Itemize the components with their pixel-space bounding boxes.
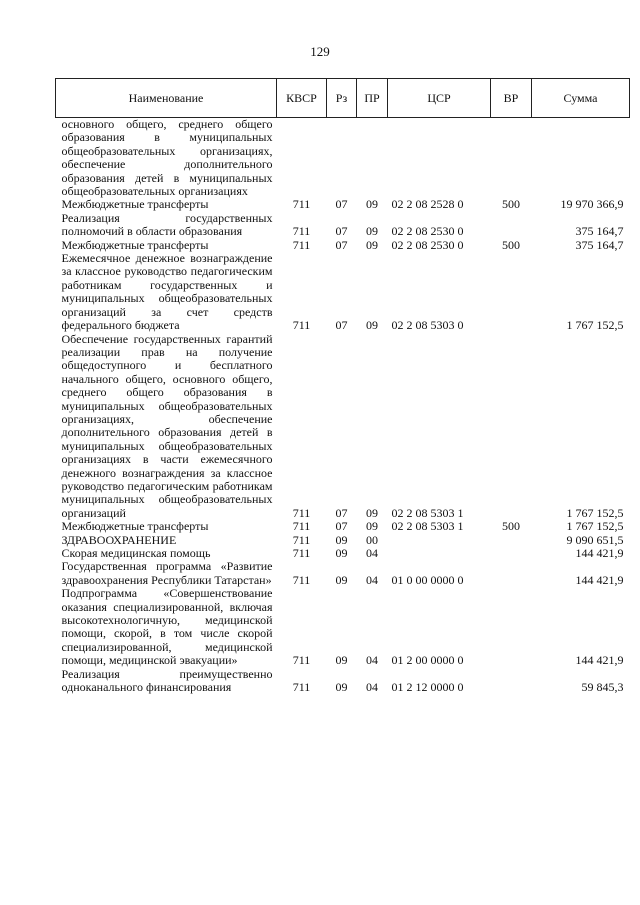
cell-csr: 02 2 08 2528 0 [391,197,464,212]
cell-kvsr: 711 [292,546,311,560]
cell-vr [491,534,532,547]
cell-kvsr: 711 [292,532,311,547]
cell-pr [357,118,388,199]
cell-pr: 09 [366,237,378,252]
cell-sum: 1 767 152,5 [566,318,624,333]
cell-rz: 07 [335,519,348,534]
cell-name: Межбюджетные трансферты [61,237,209,252]
cell-kvsr: 711 [292,653,311,668]
cell-sum: 144 421,9 [575,572,624,587]
cell-sum: 19 970 366,9 [560,197,624,212]
cell-vr [491,547,532,560]
cell-csr: 02 2 08 5303 1 [391,505,464,520]
table-row [56,520,630,533]
cell-kvsr: 711 [292,519,311,534]
cell-sum: 59 845,3 [581,680,624,695]
table-row [56,118,630,199]
cell-sum: 9 090 651,5 [566,532,624,547]
cell-name: Реализация преимущественно одноканального финансирования [61,666,273,695]
cell-rz: 09 [335,546,348,560]
table-row [56,668,630,695]
cell-rz [327,118,357,199]
cell-sum: 375 164,7 [575,237,624,252]
table-row [56,587,630,667]
cell-rz: 09 [335,653,348,668]
cell-pr: 09 [366,318,378,333]
cell-vr [491,118,532,199]
cell-pr: 04 [366,653,378,668]
table-row [56,239,630,252]
cell-pr: 00 [366,532,378,547]
cell-csr: 01 2 00 0000 0 [391,653,464,668]
cell-csr [388,118,491,199]
cell-csr: 02 2 08 5303 1 [391,519,464,534]
header-sum: Сумма [532,79,630,118]
cell-vr [491,587,532,667]
cell-vr [491,212,532,239]
table-row [56,252,630,332]
cell-name: Скорая медицинская помощь [61,546,211,560]
cell-csr: 01 2 12 0000 0 [391,680,464,695]
table-row [56,212,630,239]
cell-name: ЗДРАВООХРАНЕНИЕ [61,532,177,547]
cell-name: Межбюджетные трансферты [61,197,209,212]
cell-sum: 144 421,9 [575,546,624,560]
budget-table [55,78,630,694]
header-pr: ПР [357,79,388,118]
cell-vr [491,333,532,521]
header-csr: ЦСР [388,79,491,118]
cell-pr: 09 [366,197,378,212]
cell-rz: 07 [335,224,348,239]
cell-kvsr: 711 [292,505,311,520]
table-row [56,560,630,587]
cell-vr [491,560,532,587]
cell-kvsr [277,118,327,199]
cell-rz: 09 [335,572,348,587]
cell-vr: 500 [502,519,520,534]
cell-name: Межбюджетные трансферты [61,519,209,534]
cell-rz: 07 [335,237,348,252]
cell-kvsr: 711 [292,680,311,695]
table-row [56,534,630,547]
cell-rz: 07 [335,318,348,333]
cell-kvsr: 711 [292,224,311,239]
cell-name: Обеспечение государственных гарантий реализации прав на получение общедоступного и бесплатного начального общего, основного общего, среднего общего образования в муниципальных общеобразовательных организациях, обеспечение дополнительного образования детей в муниципальных общеобразовательных организациях в части ежемесячного денежного вознаграждения за классное руководство педагогическим работникам муниципальных общеобразовательных организаций [61,331,273,520]
page-number: 129 [310,44,330,59]
header-kvsr: КВСР [277,79,327,118]
cell-name: Подпрограмма «Совершенствование оказания специализированной, включая высокотехнологичную, медицинской помощи, скорой, в том числе скорой специализированной, медицинской помощи, медицинской эвакуации» [61,586,273,668]
cell-pr: 09 [366,224,378,239]
cell-csr [388,534,491,547]
cell-pr: 04 [366,572,378,587]
cell-pr: 04 [366,680,378,695]
cell-csr: 02 2 08 2530 0 [391,224,464,239]
table-row [56,547,630,560]
cell-kvsr: 711 [292,237,311,252]
cell-rz: 07 [335,197,348,212]
cell-kvsr: 711 [292,197,311,212]
cell-name: Государственная программа «Развитие здравоохранения Республики Татарстан» [61,559,273,587]
cell-csr: 01 0 00 0000 0 [391,572,464,587]
cell-sum: 1 767 152,5 [566,505,624,520]
cell-rz: 09 [335,680,348,695]
cell-name: Ежемесячное денежное вознаграждение за классное руководство педагогическим работникам государственных и муниципальных общеобразовательных организаций за счет средств федерального бюджета [61,251,273,333]
cell-kvsr: 711 [292,318,311,333]
table-row [56,333,630,521]
cell-sum: 144 421,9 [575,653,624,668]
cell-name: основного общего, среднего общего образования в муниципальных общеобразовательных организациях, обеспечение дополнительного образования детей в муниципальных общеобразовательных организациях [61,117,273,199]
cell-vr [491,668,532,695]
cell-sum: 1 767 152,5 [566,519,624,534]
cell-sum: 375 164,7 [575,224,624,239]
cell-rz: 09 [335,532,348,547]
table-row [56,198,630,211]
cell-vr: 500 [502,237,520,252]
cell-csr [388,547,491,560]
header-rz: Рз [327,79,357,118]
cell-csr: 02 2 08 2530 0 [391,237,464,252]
cell-pr: 09 [366,519,378,534]
cell-rz: 07 [335,505,348,520]
cell-pr: 04 [366,546,378,560]
cell-kvsr: 711 [292,572,311,587]
cell-pr: 09 [366,505,378,520]
table-header-row [56,79,630,118]
cell-vr: 500 [502,197,520,212]
cell-name: Реализация государственных полномочий в области образования [61,210,273,239]
cell-sum [532,118,630,199]
header-vr: ВР [491,79,532,118]
cell-csr: 02 2 08 5303 0 [391,318,464,333]
header-name: Наименование [56,79,277,118]
cell-vr [491,252,532,332]
